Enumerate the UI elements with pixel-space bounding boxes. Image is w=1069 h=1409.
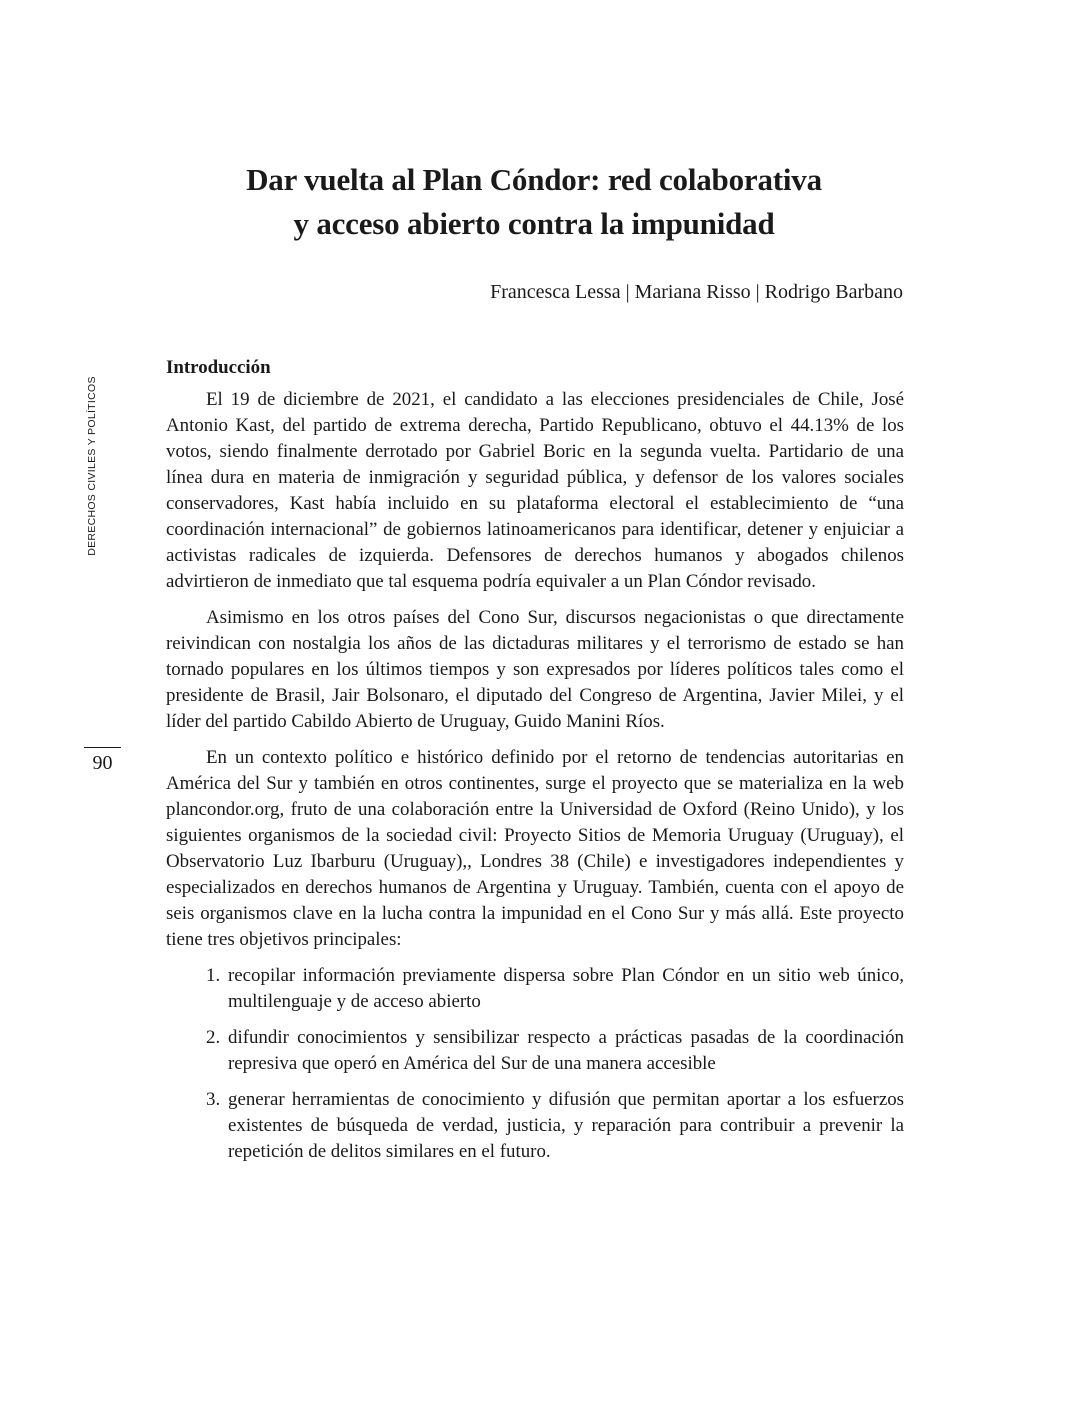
authors-line: Francesca Lessa | Mariana Risso | Rodrigo Barbano [490,281,903,303]
chapter-title-line-1: Dar vuelta al Plan Cóndor: red colaborativa [246,162,822,197]
page-number-rule [84,747,121,748]
paragraph-3: En un contexto político e histórico definido por el retorno de tendencias autoritarias en América del Sur y también en otros continentes, surge el proyecto que se materializa en la web plancondor.org, fruto de una colaboración entre la Universidad de Oxford (Reino Unido), y los siguientes organismos de la sociedad civil: Proyecto Sitios de Memoria Uruguay (Uruguay), el Observatorio Luz Ibarburu (Uruguay),, Londres 38 (Chile) e investigadores independientes y especializados en derechos humanos de Argentina y Uruguay. También, cuenta con el apoyo de seis organismos clave en la lucha contra la impunidad en el Cono Sur y más allá. Este proyecto tiene tres objetivos principales: [166,747,904,950]
section-heading: Introducción [166,357,271,378]
chapter-title [120,158,948,246]
objective-item-2 [166,1025,904,1077]
objective-text: difundir conocimientos y sensibilizar respecto a prácticas pasadas de la coordinación represiva que operó en América del Sur de una manera accesible [228,1027,904,1074]
objective-text: recopilar información previamente dispersa sobre Plan Cóndor en un sitio web único, multilenguaje y de acceso abierto [228,965,904,1012]
paragraph-2: Asimismo en los otros países del Cono Sur, discursos negacionistas o que directamente reivindican con nostalgia los años de las dictaduras militares y el terrorismo de estado se han tornado populares en los últimos tiempos y son expresados por líderes políticos tales como el presidente de Brasil, Jair Bolsonaro, el diputado del Congreso de Argentina, Javier Milei, y el líder del partido Cabildo Abierto de Uruguay, Guido Manini Ríos. [166,607,904,732]
objective-text: generar herramientas de conocimiento y difusión que permitan aportar a los esfuerzos existentes de búsqueda de verdad, justicia, y reparación para contribuir a prevenir la repetición de delitos similares en el futuro. [228,1089,904,1162]
page-number: 90 [92,752,113,774]
objective-number: 1. [206,965,221,986]
side-section-label: DERECHOS CIVILES Y POLÍTICOS [86,376,98,556]
objective-number: 3. [206,1089,221,1110]
body-text [166,355,904,1175]
paragraph-1: El 19 de diciembre de 2021, el candidato a las elecciones presidenciales de Chile, José Antonio Kast, del partido de extrema derecha, Partido Republicano, obtuvo el 44.13% de los votos, siendo finalmente derrotado por Gabriel Boric en la segunda vuelta. Partidario de una línea dura en materia de inmigración y seguridad pública, y defensor de los valores sociales conservadores, Kast había incluido en su plataforma electoral el establecimiento de “una coordinación internacional” de gobiernos latinoamericanos para identificar, detener y enjuiciar a activistas radicales de izquierda. Defensores de derechos humanos y abogados chilenos advirtieron de inmediato que tal esquema podría equivaler a un Plan Cóndor revisado. [166,389,904,592]
objective-number: 2. [206,1027,221,1048]
chapter-title-line-2: y acceso abierto contra la impunidad [293,206,775,241]
objective-item-1 [166,963,904,1015]
objective-item-3 [166,1087,904,1165]
objectives-list [166,963,904,1165]
